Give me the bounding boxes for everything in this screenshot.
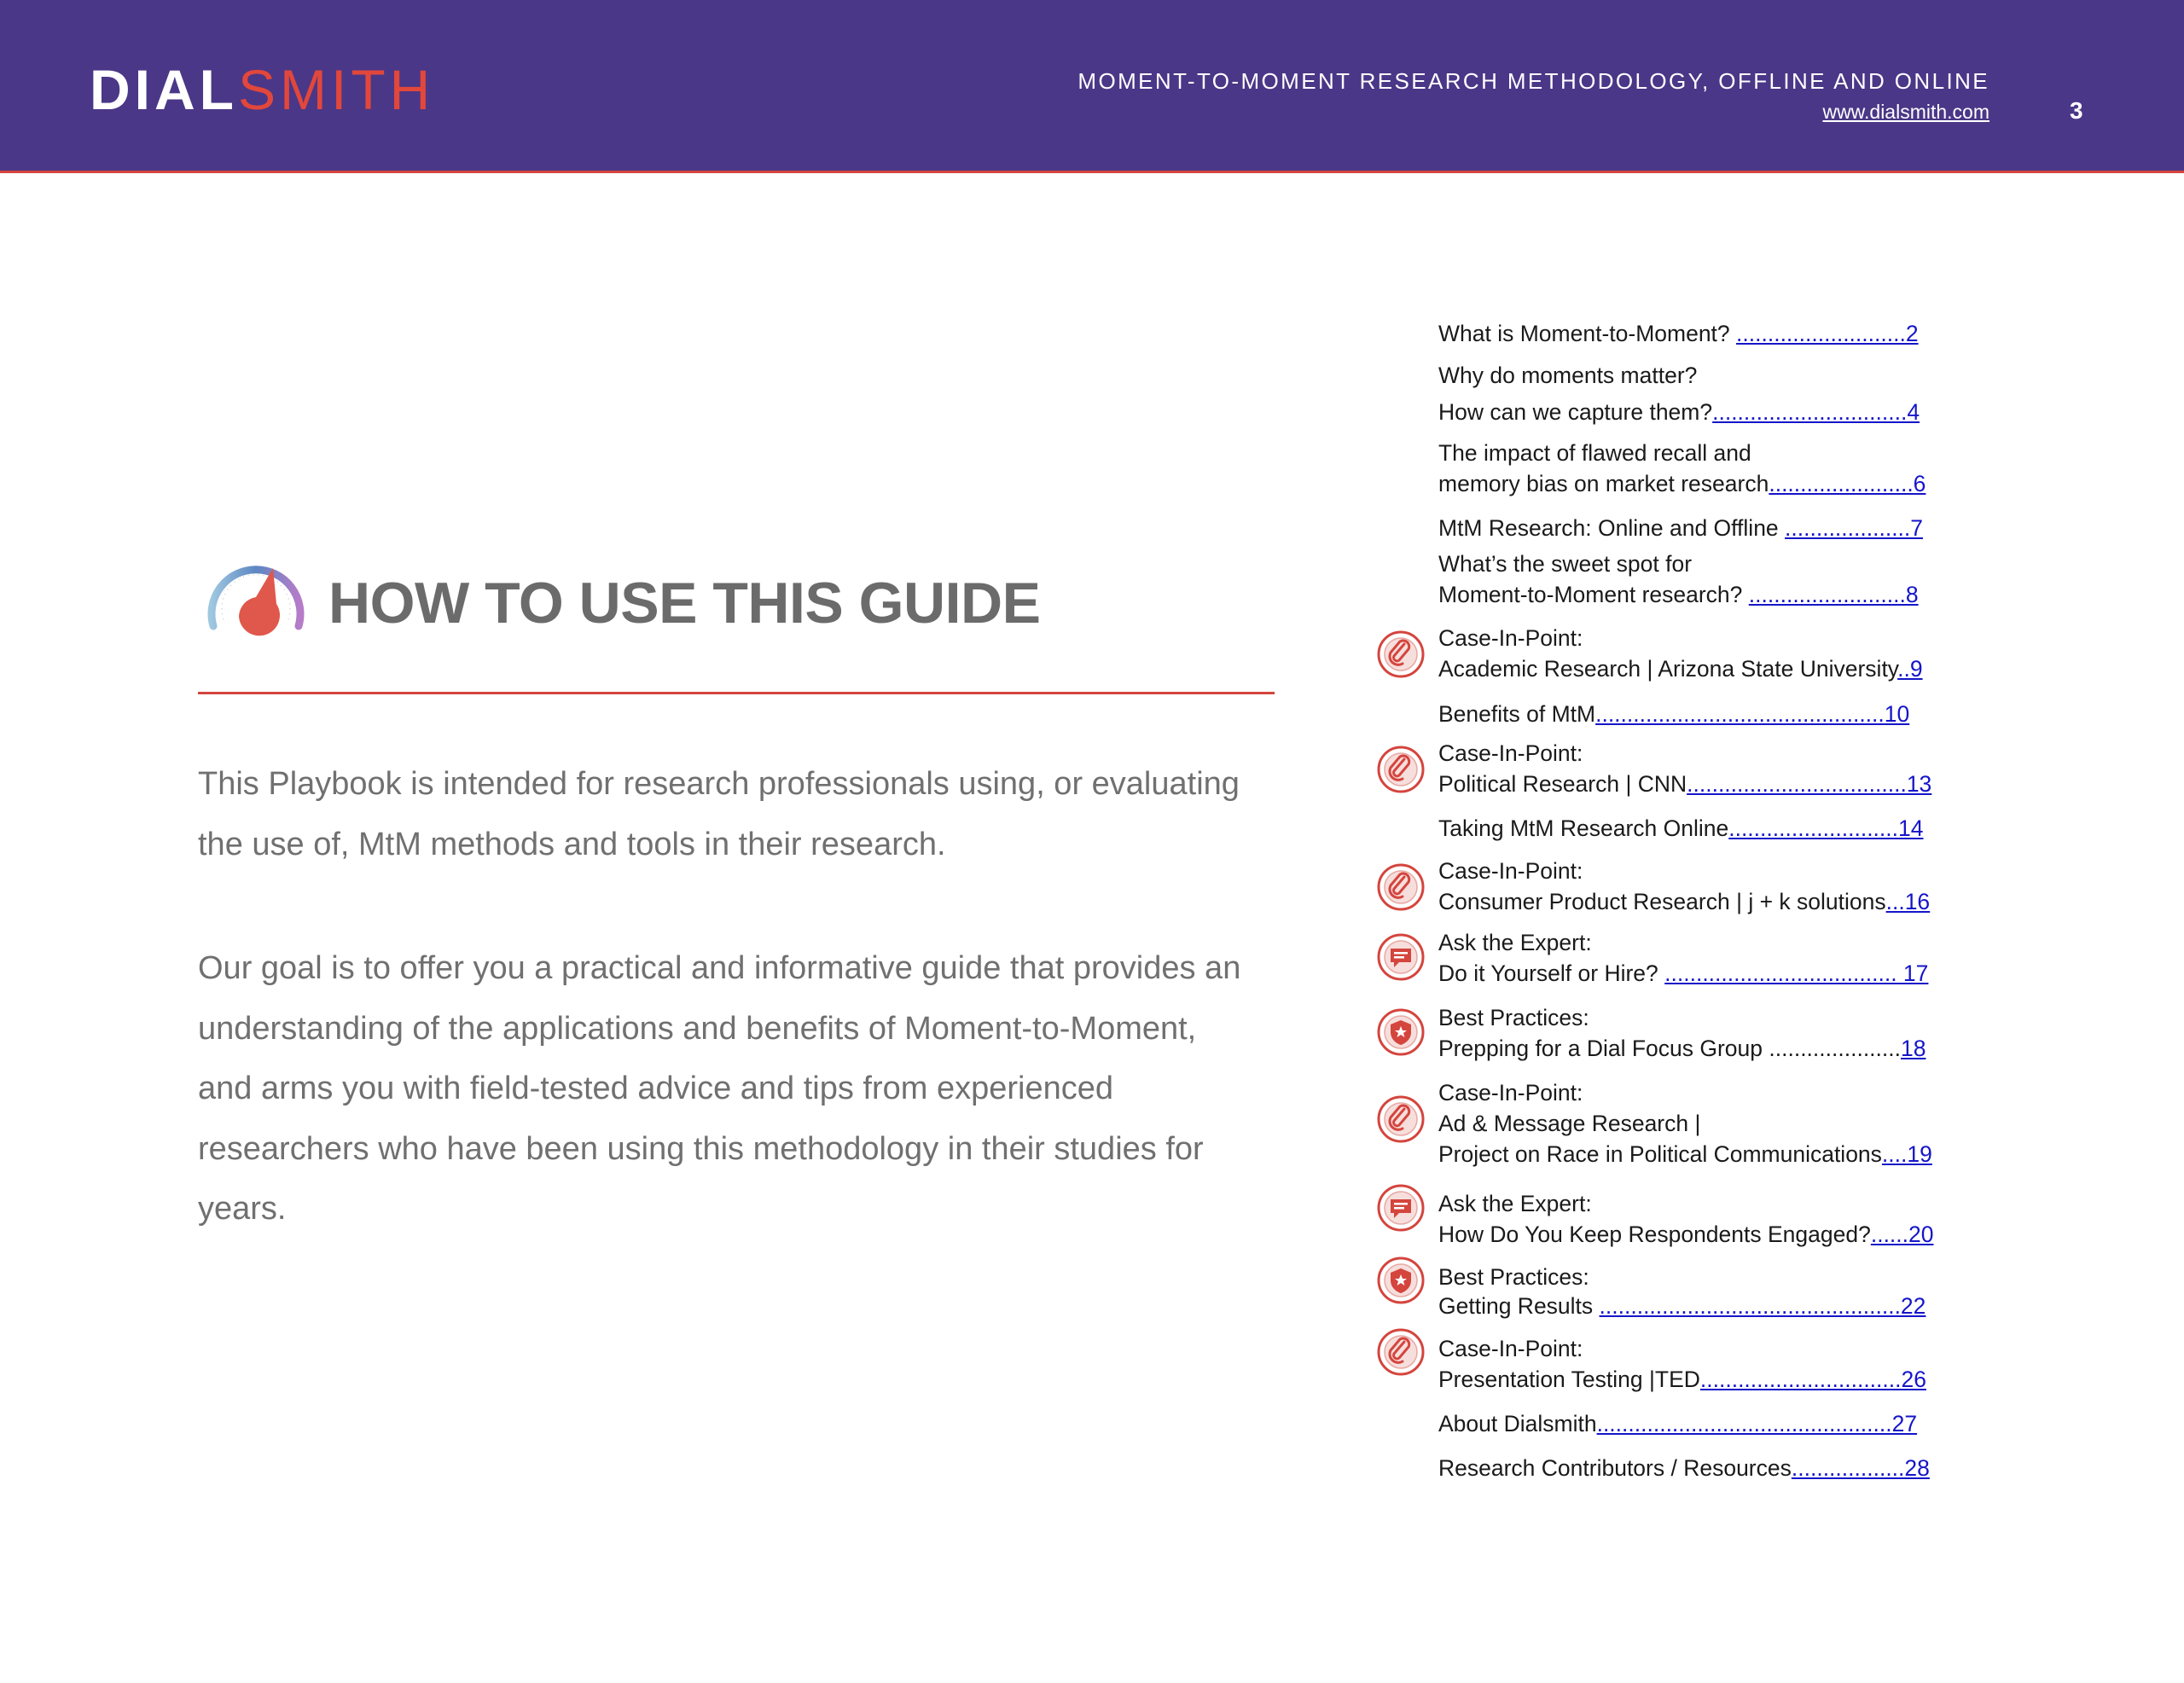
gauge-icon	[203, 543, 309, 638]
toc-entry-text: How Do You Keep Respondents Engaged?	[1438, 1222, 1871, 1247]
toc-entry-text: Case-In-Point:	[1438, 858, 1583, 884]
toc-entry-text: Getting Results	[1438, 1293, 1600, 1319]
toc-entry-text: Ask the Expert:	[1438, 930, 1592, 955]
toc-entry-line[interactable]	[1438, 401, 1920, 424]
intro-paragraph: This Playbook is intended for research professionals using, or evaluating the use of, MtM methods and tools in their research.	[198, 766, 1240, 862]
toc-page-link[interactable]: ...........................2	[1736, 321, 1919, 346]
toc-page-link[interactable]: ...................................13	[1687, 771, 1932, 797]
toc-entry-text: What is Moment-to-Moment?	[1438, 321, 1737, 346]
toc-entry-text: Ad & Message Research |	[1438, 1111, 1701, 1136]
toc-entry-text: Do it Yourself or Hire?	[1438, 960, 1665, 986]
toc-entry-text: About Dialsmith	[1438, 1411, 1597, 1436]
toc-entry-line[interactable]	[1438, 1457, 1930, 1480]
toc-entry-line	[1438, 553, 1692, 576]
title-divider	[198, 692, 1275, 694]
toc-entry-text: memory bias on market research	[1438, 471, 1769, 496]
toc-page-link[interactable]: ..................................... 17	[1664, 960, 1929, 986]
toc-entry-line[interactable]	[1438, 1413, 1917, 1436]
paperclip-icon	[1376, 862, 1426, 912]
toc-entry-text: Moment-to-Moment research?	[1438, 582, 1749, 607]
toc-page-link[interactable]: ......20	[1870, 1222, 1934, 1247]
toc-entry-line	[1438, 627, 1583, 650]
toc-entry-text: Prepping for a Dial Focus Group .....................	[1438, 1036, 1901, 1061]
toc-entry-line[interactable]	[1438, 517, 1923, 540]
toc-entry-line[interactable]	[1438, 1037, 1926, 1060]
toc-entry-line	[1438, 1007, 1589, 1030]
paperclip-icon	[1376, 1327, 1426, 1377]
toc-page-link[interactable]: ...........................14	[1728, 815, 1924, 841]
toc-entry-line[interactable]	[1438, 773, 1931, 796]
toc-entry-text: Case-In-Point:	[1438, 1336, 1583, 1361]
toc-entry-text: The impact of flawed recall and	[1438, 440, 1751, 466]
toc-page-link[interactable]: 18	[1901, 1036, 1926, 1061]
toc-entry-text: How can we capture them?	[1438, 399, 1713, 425]
toc-page-link[interactable]: ...............................4	[1712, 399, 1920, 425]
toc-entry-line[interactable]	[1438, 1368, 1926, 1391]
toc-entry-text: Best Practices:	[1438, 1005, 1589, 1030]
toc-entry-line	[1438, 442, 1751, 465]
toc-entry-line[interactable]	[1438, 658, 1923, 681]
toc-entry-line	[1438, 364, 1697, 387]
toc-entry-line[interactable]	[1438, 962, 1928, 985]
document-title: MOMENT-TO-MOMENT RESEARCH METHODOLOGY, OFFLINE AND ONLINE	[1077, 68, 1989, 94]
toc-page-link[interactable]: ..................28	[1791, 1455, 1930, 1481]
toc-entry-text: Taking MtM Research Online	[1438, 815, 1729, 841]
toc-entry-line[interactable]	[1438, 1223, 1934, 1246]
toc-entry-text: Ask the Expert:	[1438, 1191, 1592, 1216]
toc-entry-line[interactable]	[1438, 473, 1926, 496]
chat-icon	[1376, 932, 1426, 982]
paperclip-icon	[1376, 745, 1426, 794]
toc-entry-line[interactable]	[1438, 891, 1930, 914]
toc-entry-text: MtM Research: Online and Offline	[1438, 515, 1786, 541]
toc-entry-text: Case-In-Point:	[1438, 625, 1583, 651]
toc-page-link[interactable]: ....................7	[1785, 515, 1924, 541]
toc-page-link[interactable]: .......................6	[1769, 471, 1926, 496]
toc-entry-text: Research Contributors / Resources	[1438, 1455, 1792, 1481]
toc-entry-line[interactable]	[1438, 817, 1923, 840]
toc-entry-line	[1438, 742, 1583, 765]
chat-icon	[1376, 1183, 1426, 1233]
page-header	[0, 0, 2184, 173]
section-title: HOW TO USE THIS GUIDE	[328, 571, 1041, 635]
toc-entry-line	[1438, 1338, 1583, 1361]
toc-page-link[interactable]: ................................26	[1699, 1367, 1926, 1392]
toc-entry-text: Political Research | CNN	[1438, 771, 1687, 797]
toc-page-link[interactable]: .........................8	[1748, 582, 1919, 607]
shield-icon	[1376, 1256, 1426, 1305]
toc-entry-text: Case-In-Point:	[1438, 1080, 1583, 1106]
toc-entry-text: Case-In-Point:	[1438, 740, 1583, 766]
website-link[interactable]: www.dialsmith.com	[1822, 101, 1989, 123]
toc-page-link[interactable]: ..............................................10	[1595, 701, 1910, 727]
page-number: 3	[2070, 97, 2083, 124]
goal-paragraph: Our goal is to offer you a practical and informative guide that provides an understanding of the applications and benefits of Moment-to-Moment, and arms you with field-tested advice and tips from experienced researchers who have been using this methodology in their studies for years.	[198, 950, 1241, 1227]
toc-entry-text: Project on Race in Political Communications	[1438, 1141, 1882, 1167]
toc-entry-line[interactable]	[1438, 583, 1919, 606]
paperclip-icon	[1376, 1094, 1426, 1144]
toc-entry-line	[1438, 1112, 1700, 1135]
toc-entry-line[interactable]	[1438, 322, 1919, 345]
toc-page-link[interactable]: ................................................22	[1599, 1293, 1926, 1319]
toc-entry-text: Consumer Product Research | j + k solutions	[1438, 889, 1886, 914]
toc-page-link[interactable]: ...16	[1885, 889, 1931, 914]
toc-entry-text: What’s the sweet spot for	[1438, 551, 1693, 577]
toc-entry-line	[1438, 1266, 1589, 1289]
toc-entry-line[interactable]	[1438, 703, 1909, 726]
toc-entry-text: Benefits of MtM	[1438, 701, 1596, 727]
toc-page-link[interactable]: ...............................................27	[1596, 1411, 1918, 1436]
toc-entry-text: Presentation Testing |TED	[1438, 1367, 1700, 1392]
toc-entry-text: Why do moments matter?	[1438, 363, 1698, 388]
toc-entry-line[interactable]	[1438, 1295, 1926, 1318]
toc-page-link[interactable]: ..9	[1897, 656, 1923, 682]
dialsmith-logo: DIALSMITH	[90, 58, 435, 121]
toc-page-link[interactable]: ....19	[1881, 1141, 1932, 1167]
toc-entry-line	[1438, 931, 1592, 955]
toc-entry-line[interactable]	[1438, 1143, 1932, 1166]
toc-entry-text: Best Practices:	[1438, 1264, 1589, 1290]
toc-entry-line	[1438, 1193, 1592, 1216]
paperclip-icon	[1376, 630, 1426, 679]
toc-entry-line	[1438, 1082, 1583, 1105]
toc-entry-text: Academic Research | Arizona State University	[1438, 656, 1898, 682]
shield-icon	[1376, 1007, 1426, 1057]
toc-entry-line	[1438, 860, 1583, 883]
